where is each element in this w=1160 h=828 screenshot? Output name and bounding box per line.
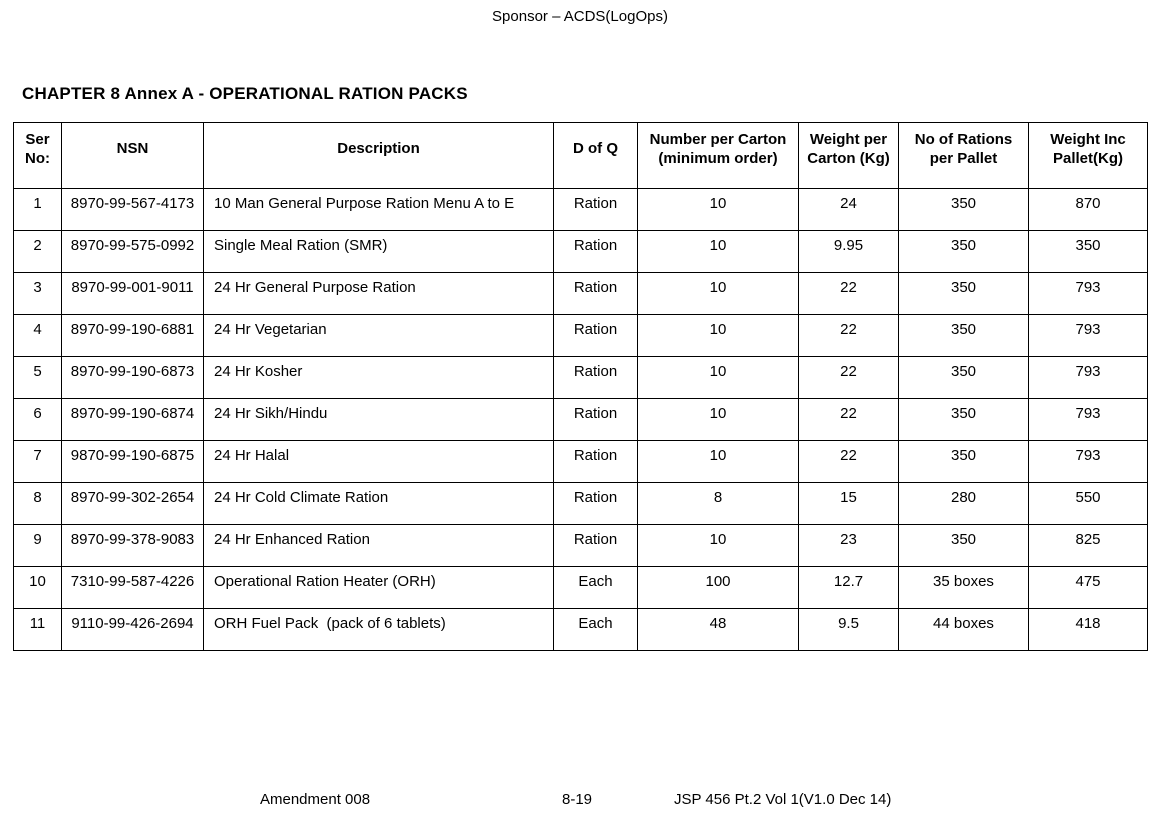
table-cell: 10 xyxy=(14,567,62,609)
table-cell: 9870-99-190-6875 xyxy=(62,441,204,483)
table-cell: 8970-99-302-2654 xyxy=(62,483,204,525)
column-header-number-per-carton: Number per Carton (minimum order) xyxy=(638,123,799,189)
table-cell: 8 xyxy=(14,483,62,525)
table-cell: 793 xyxy=(1029,357,1148,399)
table-cell: 22 xyxy=(799,399,899,441)
table-cell: 8970-99-001-9011 xyxy=(62,273,204,315)
table-cell: 870 xyxy=(1029,189,1148,231)
table-cell: 24 Hr Cold Climate Ration xyxy=(204,483,554,525)
table-cell: 15 xyxy=(799,483,899,525)
table-cell: 24 Hr Enhanced Ration xyxy=(204,525,554,567)
table-cell: 6 xyxy=(14,399,62,441)
table-cell: 10 xyxy=(638,441,799,483)
table-cell: 24 xyxy=(799,189,899,231)
table-cell: 24 Hr Halal xyxy=(204,441,554,483)
table-cell: 793 xyxy=(1029,441,1148,483)
column-header-weight-per-carton: Weight per Carton (Kg) xyxy=(799,123,899,189)
table-cell: 10 xyxy=(638,273,799,315)
table-cell: Each xyxy=(554,609,638,651)
table-cell: 3 xyxy=(14,273,62,315)
table-cell: 8970-99-190-6874 xyxy=(62,399,204,441)
page-title: CHAPTER 8 Annex A - OPERATIONAL RATION PACKS xyxy=(22,84,468,103)
table-cell: 350 xyxy=(899,441,1029,483)
table-cell: Ration xyxy=(554,357,638,399)
table-cell: 793 xyxy=(1029,399,1148,441)
table-cell: Operational Ration Heater (ORH) xyxy=(204,567,554,609)
column-header-ser-no: Ser No: xyxy=(14,123,62,189)
table-cell: 8 xyxy=(638,483,799,525)
table-cell: 35 boxes xyxy=(899,567,1029,609)
table-cell: 793 xyxy=(1029,315,1148,357)
table-cell: Ration xyxy=(554,525,638,567)
column-header-d-of-q: D of Q xyxy=(554,123,638,189)
table-row xyxy=(14,189,1148,231)
table-cell: 5 xyxy=(14,357,62,399)
table-cell: 10 xyxy=(638,525,799,567)
table-cell: 7 xyxy=(14,441,62,483)
table-cell: 350 xyxy=(899,315,1029,357)
table-cell: 9 xyxy=(14,525,62,567)
table-cell: 10 xyxy=(638,399,799,441)
table-cell: 22 xyxy=(799,273,899,315)
table-cell: 44 boxes xyxy=(899,609,1029,651)
table-cell: 10 xyxy=(638,231,799,273)
table-cell: 8970-99-190-6881 xyxy=(62,315,204,357)
table-cell: 100 xyxy=(638,567,799,609)
table-body xyxy=(14,189,1148,651)
table-header-row xyxy=(14,123,1148,189)
table-cell: Each xyxy=(554,567,638,609)
table-cell: 350 xyxy=(1029,231,1148,273)
table-row xyxy=(14,441,1148,483)
table-cell: 22 xyxy=(799,315,899,357)
table-cell: 350 xyxy=(899,399,1029,441)
table-cell: 350 xyxy=(899,357,1029,399)
table-cell: 2 xyxy=(14,231,62,273)
table-cell: 24 Hr Vegetarian xyxy=(204,315,554,357)
table-cell: 8970-99-378-9083 xyxy=(62,525,204,567)
table-cell: 8970-99-190-6873 xyxy=(62,357,204,399)
table-row xyxy=(14,567,1148,609)
table-cell: Single Meal Ration (SMR) xyxy=(204,231,554,273)
table-row xyxy=(14,231,1148,273)
table-row xyxy=(14,399,1148,441)
table-cell: 24 Hr Sikh/Hindu xyxy=(204,399,554,441)
table-cell: 1 xyxy=(14,189,62,231)
table-cell: 11 xyxy=(14,609,62,651)
table-cell: 24 Hr Kosher xyxy=(204,357,554,399)
table-cell: 350 xyxy=(899,189,1029,231)
table-cell: 24 Hr General Purpose Ration xyxy=(204,273,554,315)
table-cell: 23 xyxy=(799,525,899,567)
table-cell: 12.7 xyxy=(799,567,899,609)
table-cell: 9.95 xyxy=(799,231,899,273)
table-cell: Ration xyxy=(554,315,638,357)
table-row xyxy=(14,483,1148,525)
ration-packs-table xyxy=(13,122,1148,651)
footer-amendment: Amendment 008 xyxy=(260,791,371,808)
table-cell: Ration xyxy=(554,189,638,231)
column-header-weight-inc-pallet: Weight Inc Pallet(Kg) xyxy=(1029,123,1148,189)
table-row xyxy=(14,315,1148,357)
table-cell: 10 xyxy=(638,357,799,399)
table-cell: Ration xyxy=(554,231,638,273)
table-cell: 9.5 xyxy=(799,609,899,651)
table-cell: 825 xyxy=(1029,525,1148,567)
table-row xyxy=(14,609,1148,651)
table-cell: 418 xyxy=(1029,609,1148,651)
table-cell: Ration xyxy=(554,273,638,315)
column-header-description: Description xyxy=(204,123,554,189)
table-cell: 8970-99-575-0992 xyxy=(62,231,204,273)
table-cell: Ration xyxy=(554,399,638,441)
table-cell: Ration xyxy=(554,483,638,525)
table-cell: 280 xyxy=(899,483,1029,525)
footer-page-number: 8-19 xyxy=(562,791,593,808)
sponsor-header: Sponsor – ACDS(LogOps) xyxy=(492,8,668,25)
table-cell: 550 xyxy=(1029,483,1148,525)
footer-document-reference: JSP 456 Pt.2 Vol 1(V1.0 Dec 14) xyxy=(674,791,892,808)
column-header-nsn: NSN xyxy=(62,123,204,189)
table-row xyxy=(14,357,1148,399)
table-cell: 475 xyxy=(1029,567,1148,609)
table-cell: 48 xyxy=(638,609,799,651)
table-cell: 793 xyxy=(1029,273,1148,315)
table-cell: 4 xyxy=(14,315,62,357)
table-cell: 22 xyxy=(799,441,899,483)
table-cell: 10 xyxy=(638,315,799,357)
table-cell: 350 xyxy=(899,525,1029,567)
table-cell: 350 xyxy=(899,273,1029,315)
table-cell: 7310-99-587-4226 xyxy=(62,567,204,609)
table-cell: 10 Man General Purpose Ration Menu A to E xyxy=(204,189,554,231)
table-cell: 8970-99-567-4173 xyxy=(62,189,204,231)
table-cell: 22 xyxy=(799,357,899,399)
table-cell: 350 xyxy=(899,231,1029,273)
table-row xyxy=(14,525,1148,567)
column-header-rations-per-pallet: No of Rations per Pallet xyxy=(899,123,1029,189)
table-cell: 10 xyxy=(638,189,799,231)
table-cell: Ration xyxy=(554,441,638,483)
table-cell: 9110-99-426-2694 xyxy=(62,609,204,651)
table-cell: ORH Fuel Pack (pack of 6 tablets) xyxy=(204,609,554,651)
table-row xyxy=(14,273,1148,315)
